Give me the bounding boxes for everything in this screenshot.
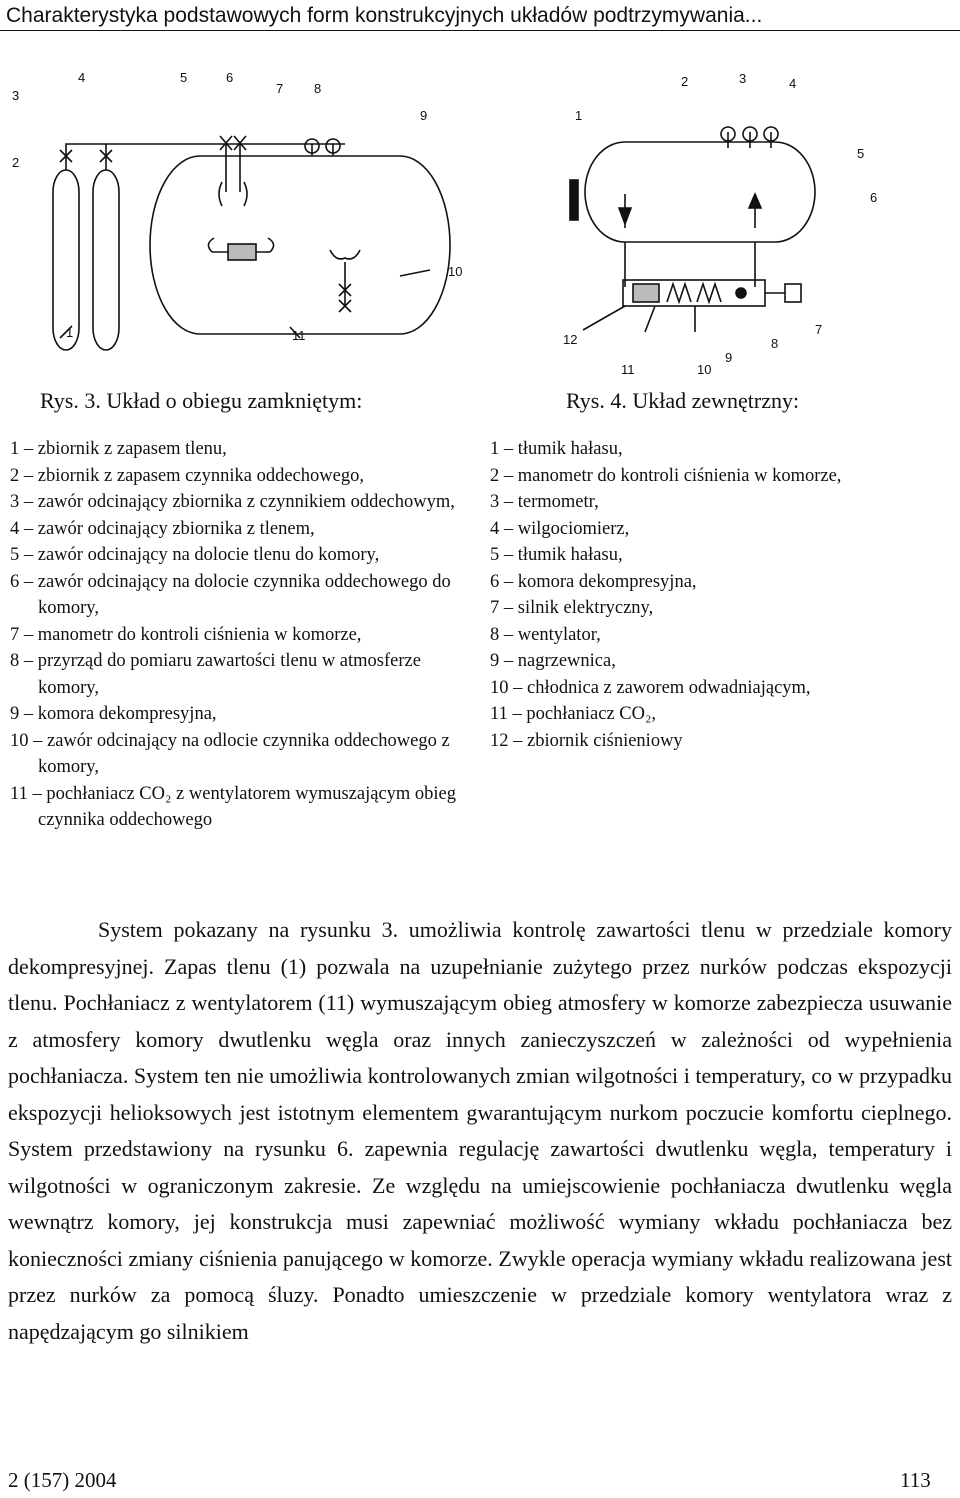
figure-4-diagram bbox=[545, 62, 935, 382]
legend-item: 7 – silnik elektryczny, bbox=[490, 598, 654, 618]
fig4-label-8: 8 bbox=[771, 336, 779, 351]
legend-item: 4 – zawór odcinający zbiornika z tlenem, bbox=[10, 518, 315, 539]
fig4-label-6: 6 bbox=[870, 190, 878, 205]
silencer-icon bbox=[749, 194, 761, 208]
legend-item: 10 – zawór odcinający na odlocie czynnika oddechowego z komory, bbox=[10, 730, 450, 777]
body-paragraph: System pokazany na rysunku 3. umożliwia kontrolę zawartości tlenu w przedziale komory dekompresyjnej. Zapas tlenu (1) pozwala na uzupełnianie zużytego przez nurków podczas ekspozycji tlenu. Pochłaniacz z wentylatorem (11) wymuszającym obieg atmosfery w komorze zabezpiecza usuwanie z atmosfery komory dwutlenku węgla oraz innych zanieczyszczeń w zależności od wypełnienia pochłaniacza. System ten nie umożliwia kontrolowanych zmian wilgotności i temperatury, co w przypadku ekspozycji helioksowych jest istotnym elementem gwarantującym nurkom poczucie komfortu cieplnego. System przedstawiony na rysunku 6. zapewnia regulację zawartości dwutlenku węgla, temperatury i wilgotności w ograniczonym zakresie. Ze względu na umiejscowienie pochłaniacza dwutlenku węgla wewnątrz komory, jej konstrukcja musi zapewniać możliwość wymiany wkładu pochłaniacza bez konieczności zmiany ciśnienia panującego w komorze. Zwykle operacja wymiany wkładu realizowana jest przez nurków za pomocą śluzy. Ponadto umieszczenie w przedziale komory wentylatora wraz z napędzającym go silnikiem bbox=[8, 917, 952, 1344]
legend-item: 5 – zawór odcinający na dolocie tlenu do komory, bbox=[10, 545, 380, 565]
page-number: 113 bbox=[900, 1468, 931, 1492]
fig4-label-10: 10 bbox=[697, 362, 712, 377]
fig3-label-4: 4 bbox=[78, 70, 86, 85]
breathing-gas-bottle bbox=[93, 170, 119, 350]
legend-item: 4 – wilgociomierz, bbox=[490, 518, 630, 539]
legend-item: 8 – wentylator, bbox=[490, 624, 601, 645]
decompression-chamber bbox=[585, 142, 815, 242]
legend-item: 9 – nagrzewnica, bbox=[490, 651, 616, 671]
legend-item: 3 – zawór odcinający zbiornika z czynnikiem oddechowym, bbox=[10, 492, 455, 512]
legend-item: 6 – komora dekompresyjna, bbox=[490, 571, 697, 592]
fig3-label-5: 5 bbox=[180, 70, 188, 85]
fig4-label-11: 11 bbox=[621, 362, 635, 377]
legend-item: 5 – tłumik hałasu, bbox=[490, 545, 623, 565]
figure-3-caption: Rys. 3. Układ o obiegu zamkniętym: bbox=[40, 388, 363, 413]
legend-item: 2 – zbiornik z zapasem czynnika oddechowego, bbox=[10, 465, 364, 486]
fig4-label-9: 9 bbox=[725, 350, 733, 365]
co2-scrubber bbox=[633, 284, 659, 302]
legend-item: 1 – zbiornik z zapasem tlenu, bbox=[10, 439, 227, 459]
fig3-label-9: 9 bbox=[420, 108, 428, 123]
heater-coil bbox=[697, 284, 721, 302]
figure-4-caption: Rys. 4. Układ zewnętrzny: bbox=[566, 388, 800, 413]
legend-item: 1 – tłumik hałasu, bbox=[490, 439, 623, 459]
fig3-label-6: 6 bbox=[226, 70, 234, 85]
fig3-label-8: 8 bbox=[314, 81, 322, 96]
cooler-coil bbox=[667, 284, 691, 302]
fig4-label-4: 4 bbox=[789, 76, 797, 91]
fig4-label-1: 1 bbox=[575, 108, 583, 123]
fig3-label-3: 3 bbox=[12, 88, 20, 103]
fig4-label-12: 12 bbox=[563, 332, 578, 347]
legend-item: 6 – zawór odcinający na dolocie czynnika oddechowego do komory, bbox=[10, 571, 451, 618]
running-header bbox=[0, 0, 960, 31]
legend-item: 8 – przyrząd do pomiaru zawartości tlenu w atmosferze komory, bbox=[10, 651, 421, 698]
legend-item: 12 – zbiornik ciśnieniowy bbox=[490, 730, 683, 751]
legend-item: 7 – manometr do kontroli ciśnienia w komorze, bbox=[10, 624, 362, 645]
fig3-label-11: 11 bbox=[292, 328, 306, 343]
fig4-label-5: 5 bbox=[857, 146, 865, 161]
running-header-title: Charakterystyka podstawowych form konstrukcyjnych układów podtrzymywania... bbox=[6, 4, 763, 27]
decompression-chamber bbox=[150, 156, 450, 334]
fig4-label-3: 3 bbox=[739, 71, 747, 86]
fig3-label-1: 1 bbox=[66, 325, 74, 340]
electric-motor bbox=[785, 284, 801, 302]
footer-issue: 2 (157) 2004 bbox=[8, 1468, 117, 1492]
fig4-label-2: 2 bbox=[681, 74, 689, 89]
figure-3-diagram bbox=[0, 62, 470, 382]
legend-item: 10 – chłodnica z zaworem odwadniającym, bbox=[490, 677, 811, 698]
fig3-label-2: 2 bbox=[12, 155, 20, 170]
fig4-label-7: 7 bbox=[815, 322, 823, 337]
legend-item: 2 – manometr do kontroli ciśnienia w komorze, bbox=[490, 465, 842, 486]
fig3-label-10: 10 bbox=[448, 264, 463, 279]
figure-3-legend bbox=[10, 436, 460, 834]
body-text bbox=[8, 912, 952, 1350]
fig3-label-7: 7 bbox=[276, 81, 284, 96]
legend-item: 9 – komora dekompresyjna, bbox=[10, 704, 217, 724]
chamber-door bbox=[570, 180, 578, 220]
co2-scrubber bbox=[228, 244, 256, 260]
legend-item: 11 – pochłaniacz CO₂, bbox=[490, 704, 657, 724]
legend-item: 3 – termometr, bbox=[490, 492, 599, 512]
silencer-icon bbox=[619, 208, 631, 224]
fan-icon bbox=[736, 288, 746, 298]
figure-4-legend bbox=[490, 436, 950, 754]
oxygen-bottle bbox=[53, 170, 79, 350]
legend-item: 11 – pochłaniacz CO₂ z wentylatorem wymuszającym obieg czynnika oddechowego bbox=[10, 783, 457, 830]
